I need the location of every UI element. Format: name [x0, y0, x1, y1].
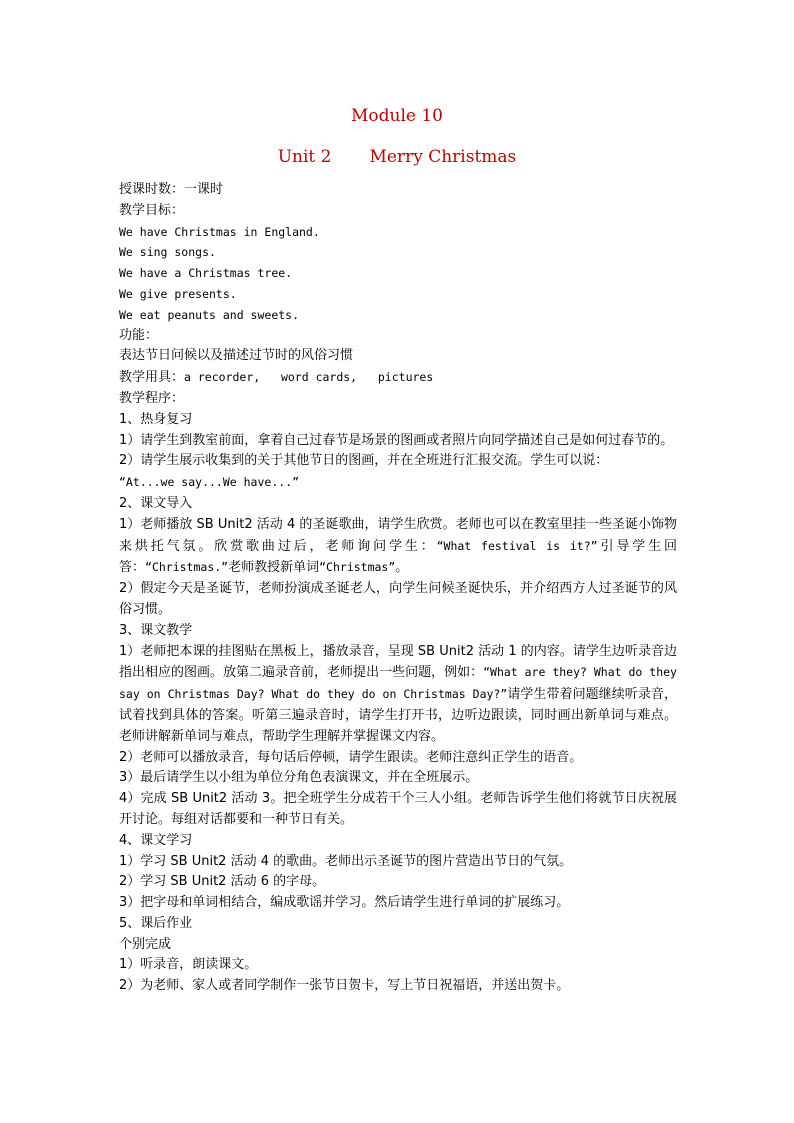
homework-step-1: 1）听录音，朗读课文。	[119, 957, 258, 973]
intro-step-1: 1）老师播放 SB Unit2 活动 4 的圣诞歌曲，请学生欣赏。老师也可以在教室里挂一些圣诞小饰物来烘托气氛。欣赏歌曲过后，老师询问学生：“What festival is it?”引导学生回答：“Christmas.”老师教授新单词“Christmas”。	[119, 516, 677, 576]
objective-4: We give presents.	[119, 286, 237, 301]
unit-name: Merry Christmas	[369, 147, 517, 167]
objectives-label: 教学目标：	[119, 202, 185, 218]
objective-1: We have Christmas in England.	[119, 224, 320, 239]
lesson-plan-body	[119, 180, 677, 997]
teaching-aids	[119, 367, 677, 389]
warmup-step-2: 2）请学生展示收集到的关于其他节日的图画，并在全班进行汇报交流。学生可以说： “At...we say...We have...”	[119, 453, 609, 490]
teaching-step-1: 1）老师把本课的挂图贴在黑板上，播放录音，呈现 SB Unit2 活动 1 的内容。请学生边听录音边指出相应的图画。放第二遍录音前，老师提出一些问题，例如：“What are they? What do they say on Christmas Day? What do they do on Christmas Day?”请学生带着问题继续听录音，试着找到具体的答案。听第三遍录音时，请学生打开书，边听边跟读，同时画出新单词与难点。老师讲解新单词与难点，帮助学生理解并掌握课文内容。	[119, 643, 677, 744]
teaching-step-3: 3）最后请学生以小组为单位分角色表演课文，并在全班展示。	[119, 770, 479, 786]
objective-3: We have a Christmas tree.	[119, 266, 293, 281]
section-introduction: 2、课文导入	[119, 495, 193, 511]
module-title: Module 10	[350, 106, 443, 126]
section-teaching: 3、课文教学	[119, 622, 193, 638]
warmup-step-1: 1）请学生到教室前面，拿着自己过春节是场景的图画或者照片向同学描述自己是如何过春节的。	[119, 432, 674, 448]
aids-label: 教学用具：	[119, 370, 185, 386]
study-step-3: 3）把字母和单词相结合，编成歌谣并学习。然后请学生进行单词的扩展练习。	[119, 895, 570, 911]
section-homework: 5、课后作业	[119, 915, 193, 931]
function-label: 功能：	[119, 327, 159, 343]
section-study: 4、课文学习	[119, 832, 193, 848]
homework-step-2: 2）为老师、家人或者同学制作一张节日贺卡，写上节日祝福语，并送出贺卡。	[119, 978, 570, 994]
homework-subtitle: 个别完成	[119, 936, 172, 952]
unit-number: Unit 2	[277, 147, 332, 167]
unit-title	[0, 147, 794, 167]
study-step-1: 1）学习 SB Unit2 活动 4 的歌曲。老师出示圣诞节的图片营造出节日的气氛。	[119, 853, 573, 869]
aids-text: a recorder, word cards, pictures	[184, 370, 434, 385]
objective-2: We sing songs.	[119, 245, 216, 260]
section-warmup: 1、热身复习	[119, 411, 193, 427]
objective-5: We eat peanuts and sweets.	[119, 307, 300, 322]
intro-step-2: 2）假定今天是圣诞节，老师扮演成圣诞老人，向学生问候圣诞快乐，并介绍西方人过圣诞节的风俗习惯。	[119, 581, 677, 617]
teaching-step-4: 4）完成 SB Unit2 活动 3。把全班学生分成若干个三人小组。老师告诉学生他们将就节日庆祝展开讨论。每组对话都要和一种节日有关。	[119, 791, 677, 827]
study-step-2: 2）学习 SB Unit2 活动 6 的字母。	[119, 874, 326, 890]
function-text: 表达节日问候以及描述过节时的风俗习惯	[119, 348, 354, 364]
procedure-label: 教学程序：	[119, 390, 185, 406]
teaching-step-2: 2）老师可以播放录音，每句话后停顿，请学生跟读。老师注意纠正学生的语音。	[119, 749, 583, 765]
class-hours: 授课时数：一课时	[119, 182, 224, 197]
